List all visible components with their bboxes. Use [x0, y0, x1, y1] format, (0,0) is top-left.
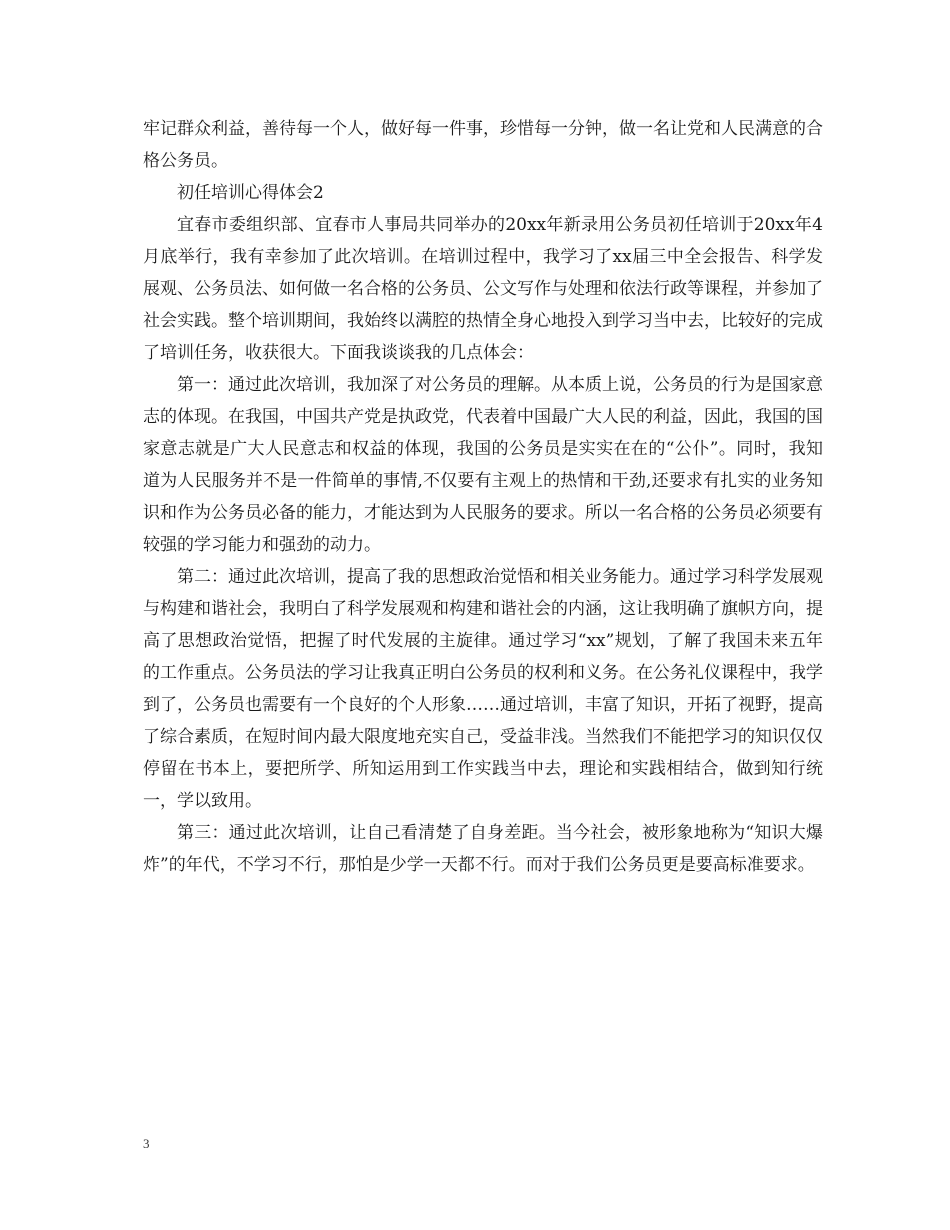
page-number: 3 — [143, 1136, 150, 1151]
paragraph-intro: 宜春市委组织部、宜春市人事局共同举办的20xx年新录用公务员初任培训于20xx年4月底举行，我有幸参加了此次培训。在培训过程中，我学习了xx届三中全会报告、科学发展观、公务员法、如何做一名合格的公务员、公文写作与处理和依法行政等课程，并参加了社会实践。整个培训期间，我始终以满腔的热情全身心地投入到学习当中去，比较好的完成了培训任务，收获很大。下面我谈谈我的几点体会： — [143, 215, 823, 363]
paragraph-point-1: 第一：通过此次培训，我加深了对公务员的理解。从本质上说，公务员的行为是国家意志的体现。在我国，中国共产党是执政党，代表着中国最广大人民的利益，因此，我国的国家意志就是广大人民意志和权益的体现，我国的公务员是实实在在的“公仆”。同时，我知道为人民服务并不是一件简单的事情,不仅要有主观上的热情和干劲,还要求有扎实的业务知识和作为公务员必备的能力，才能达到为人民服务的要求。所以一名合格的公务员必须要有较强的学习能力和强劲的动力。 — [143, 375, 823, 555]
paragraph-1: 牢记群众利益，善待每一个人，做好每一件事，珍惜每一分钟，做一名让党和人民满意的合格公务员。 — [143, 119, 823, 171]
paragraph-point-2: 第二：通过此次培训，提高了我的思想政治觉悟和相关业务能力。通过学习科学发展观与构建和谐社会，我明白了科学发展观和构建和谐社会的内涵，这让我明确了旗帜方向，提高了思想政治觉悟，把握了时代发展的主旋律。通过学习“xx”规划，了解了我国未来五年的工作重点。公务员法的学习让我真正明白公务员的权利和义务。在公务礼仪课程中，我学到了，公务员也需要有一个良好的个人形象……通过培训，丰富了知识，开拓了视野，提高了综合素质，在短时间内最大限度地充实自己，受益非浅。当然我们不能把学习的知识仅仅停留在书本上，要把所学、所知运用到工作实践当中去，理论和实践相结合，做到知行统一，学以致用。 — [143, 567, 823, 811]
document-body — [143, 113, 823, 881]
paragraph-point-3: 第三：通过此次培训，让自己看清楚了自身差距。当今社会，被形象地称为“知识大爆炸”的年代，不学习不行，那怕是少学一天都不行。而对于我们公务员更是要高标准要求。 — [143, 823, 823, 875]
section-heading: 初任培训心得体会2 — [177, 183, 324, 203]
